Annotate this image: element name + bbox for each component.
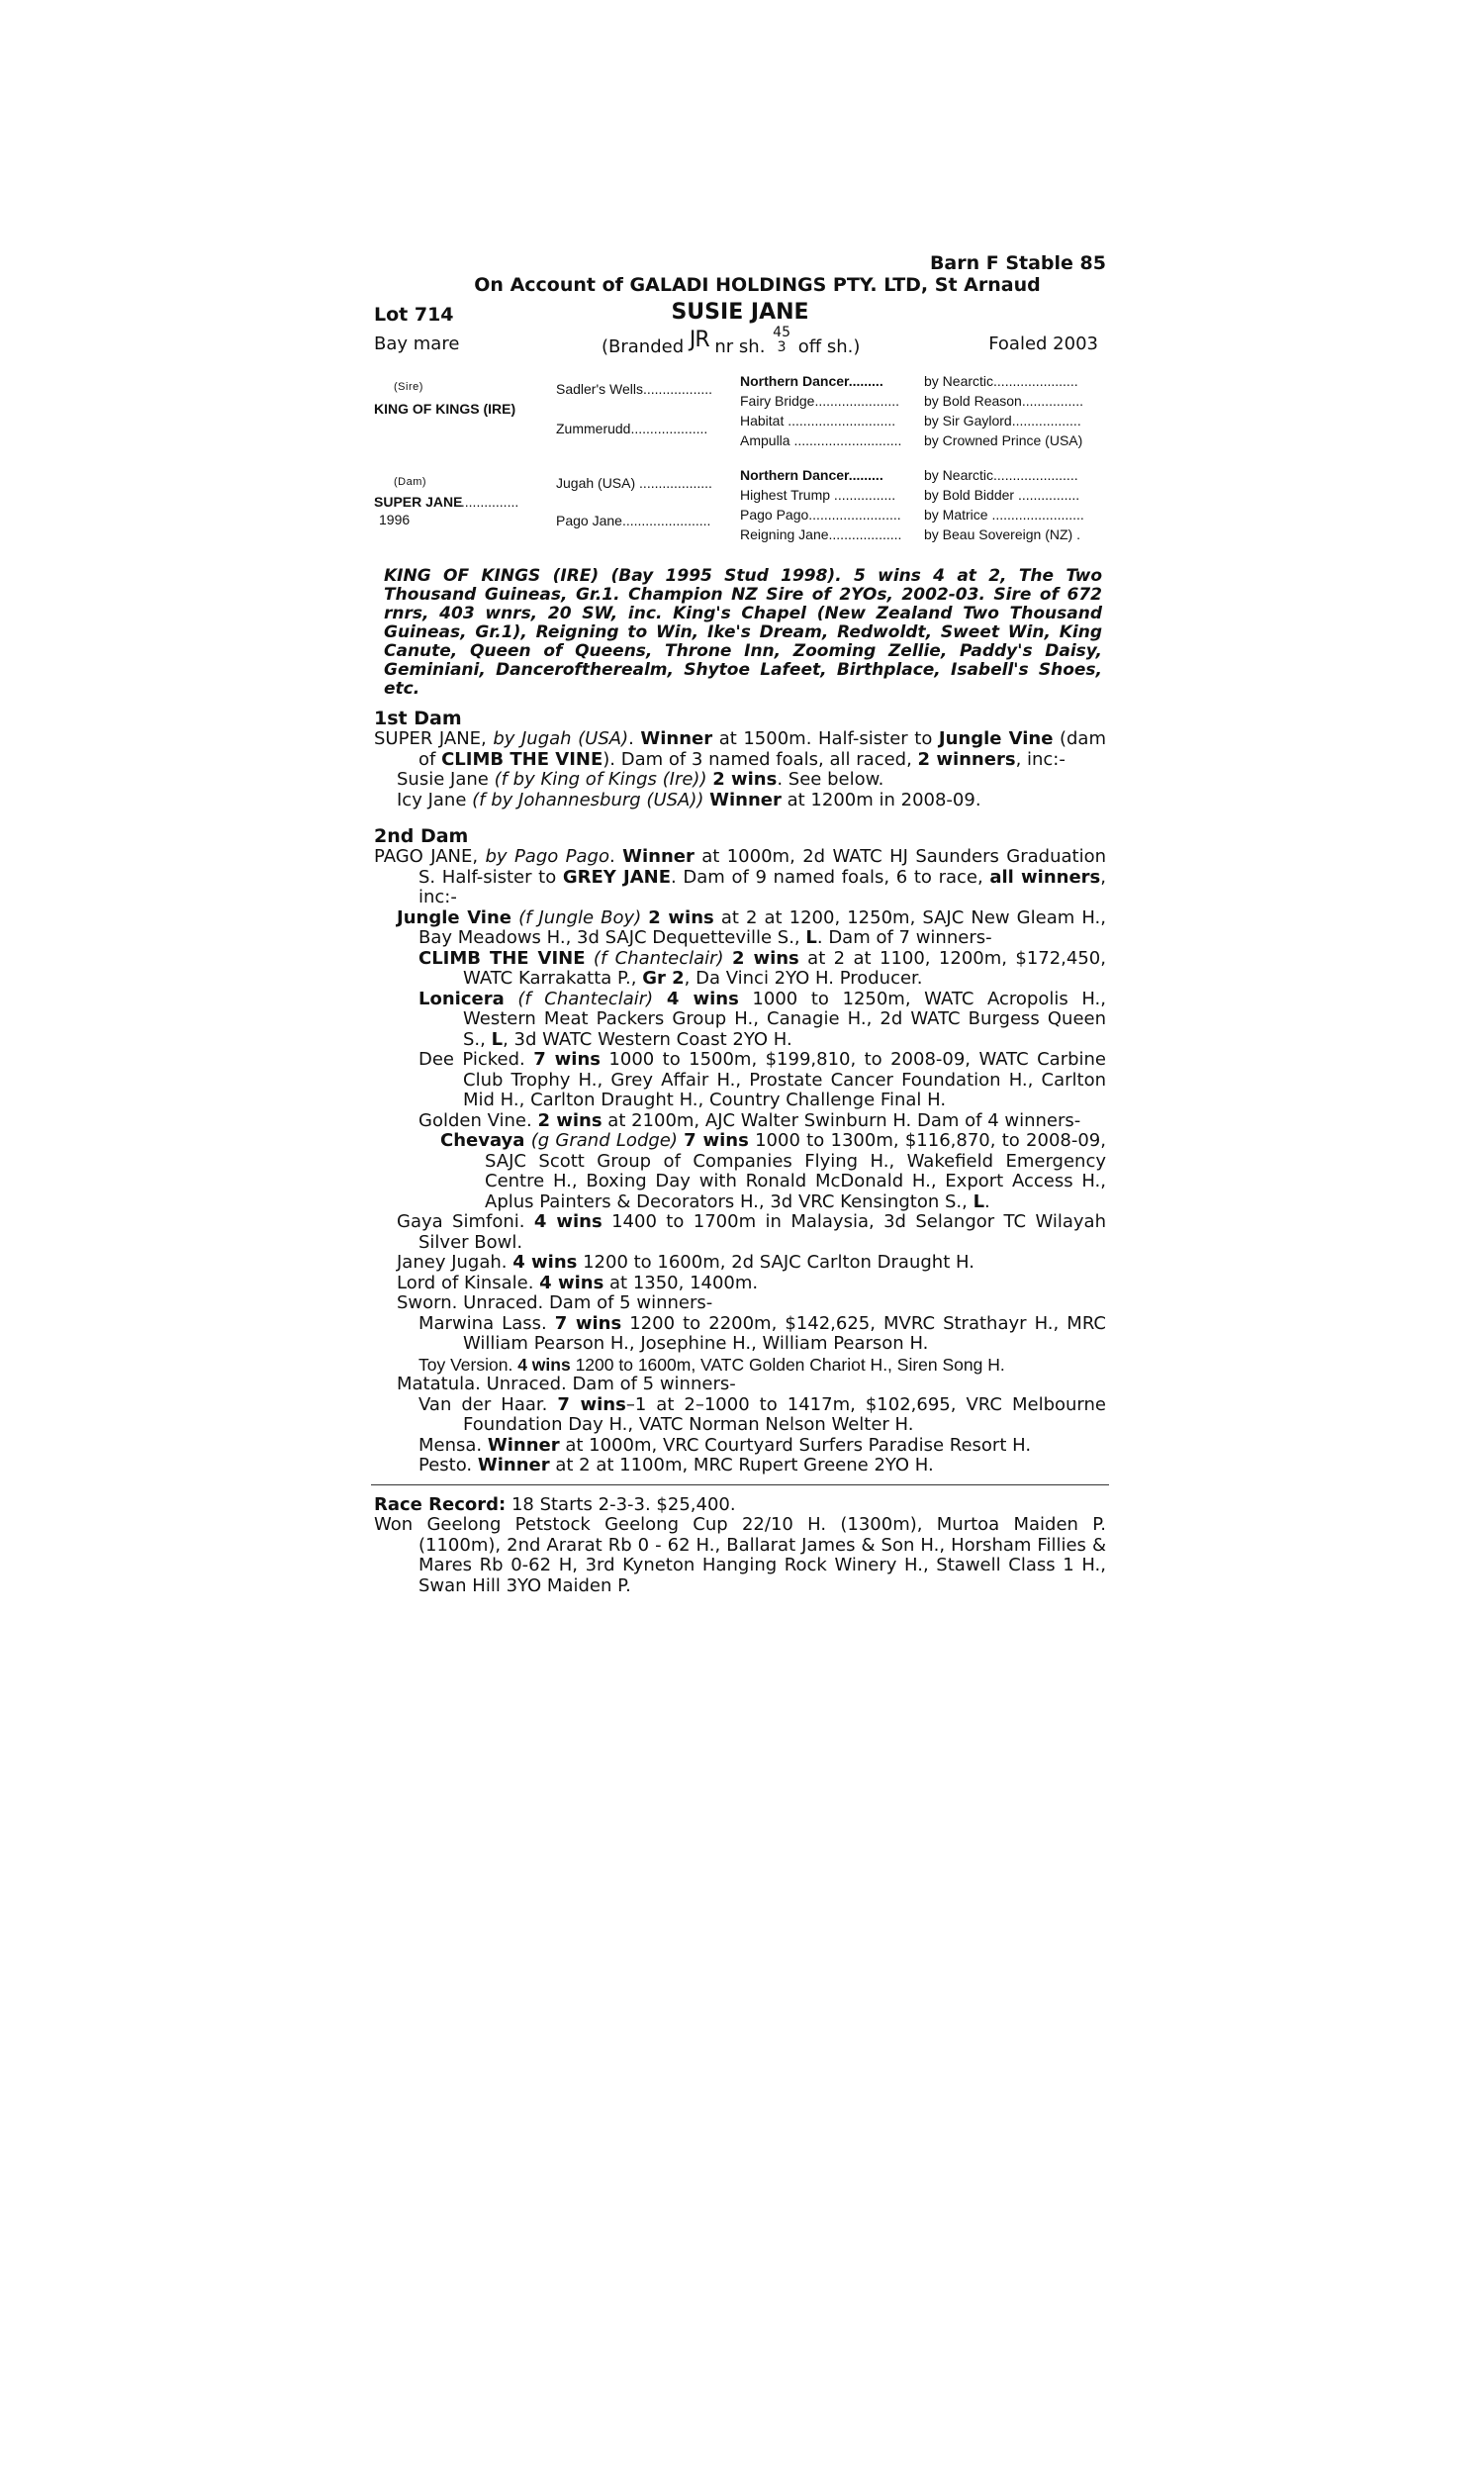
second-dam-entry-text: by Pago Pago [485, 846, 609, 867]
second-dam-entry-text [653, 989, 667, 1009]
gg-sire-5: by Nearctic...................... [924, 467, 1078, 483]
second-dam-entry-text: PAGO JANE, [374, 846, 486, 867]
second-dam-entry [374, 1436, 1106, 1457]
grandsire-paternal: Sadler's Wells.................. [556, 381, 713, 397]
grandsire-maternal: Jugah (USA) ................... [556, 475, 712, 491]
second-dam-entry-text: Golden Vine. [418, 1109, 538, 1131]
second-dam-entry [374, 1314, 1106, 1355]
second-dam-entry-text: Sworn. Unraced. Dam of 5 winners- [397, 1292, 713, 1313]
first-dam-title: 1st Dam [374, 708, 462, 729]
second-dam-entry-text: Marwina Lass. [418, 1312, 555, 1334]
brand-mark: JR [689, 328, 709, 352]
dam-dots: ................ [457, 494, 519, 510]
gg-sire-4: by Crowned Prince (USA) [924, 432, 1083, 448]
second-dam-entry-text: , Da Vinci 2YO H. Producer. [684, 968, 923, 989]
first-dam-entry-text: Icy Jane [397, 789, 473, 810]
foaled-year: Foaled 2003 [988, 333, 1098, 354]
first-dam-entry-text: (f by King of Kings (Ire)) [494, 769, 707, 790]
second-dam-entry-text: Gr 2 [642, 968, 685, 989]
second-dam-entry-text: 4 wins [539, 1272, 604, 1293]
first-dam-entry-text: by Jugah (USA) [493, 728, 629, 749]
first-dam-entry-text: Jungle Vine [938, 728, 1054, 749]
second-dam-entry [374, 1293, 1106, 1314]
second-dam-entry-text: 2 wins [648, 906, 714, 928]
second-dam-entry-text: Jungle Vine [397, 906, 512, 928]
second-dam-entry-text: . Dam of 7 winners- [816, 927, 992, 948]
second-dam-entry [374, 1456, 1106, 1476]
sire-label: (Sire) [394, 381, 423, 393]
second-dam-entry-text [724, 948, 732, 969]
first-dam-entry [374, 791, 1106, 811]
second-dam-entry-text: 7 wins [554, 1312, 622, 1334]
second-dam-entry-text: , 3d WATC Western Coast 2YO H. [503, 1028, 792, 1050]
second-dam-entry [374, 949, 1106, 990]
second-dam-entry [374, 1274, 1106, 1294]
second-dam-entry-text: 4 wins [533, 1211, 603, 1232]
second-dam-entry-text: (g Grand Lodge) [530, 1130, 678, 1151]
second-dam-entry-text: Toy Version. [418, 1354, 518, 1375]
first-dam-entry-text: Winner [709, 789, 782, 810]
second-dam-entry-text [505, 989, 518, 1009]
second-dam-entry-text: 4 wins [517, 1354, 571, 1375]
brand-number [773, 326, 790, 355]
second-dam-entry-text: . Dam of 9 named foals, 6 to race, [671, 866, 990, 888]
second-dam-entry-text: Chevaya [440, 1130, 525, 1151]
second-dam-entry-text: 7 wins [533, 1049, 602, 1070]
second-dam-entry-text: 1000 to 1250m, WATC Acropolis H., Western Meat Packers Group H., Canagie H., 2d WATC Burgess Queen S., [463, 988, 1106, 1050]
second-dam-entry-text: . [608, 846, 623, 867]
gg-sire-1: by Nearctic...................... [924, 373, 1078, 389]
horse-name: SUSIE JANE [671, 300, 809, 325]
second-dam-entry-text: Gaya Simfoni. [397, 1211, 534, 1232]
second-dam-entry-text: . [984, 1190, 990, 1212]
first-dam-entry-text: . [628, 728, 641, 749]
second-dam-entry [374, 1131, 1106, 1212]
section-divider [371, 1484, 1109, 1485]
second-dam-entry-text: 2 wins [731, 947, 799, 969]
brand-number-top: 45 [773, 325, 790, 340]
second-dam-entry-text: 4 wins [666, 988, 739, 1009]
gg-5: Northern Dancer......... [740, 467, 883, 483]
gg-sire-8: by Beau Sovereign (NZ) . [924, 526, 1080, 542]
second-dam-entry-text [586, 948, 594, 969]
race-record-label: Race Record: [374, 1493, 507, 1515]
brand-mid: nr sh. [714, 336, 766, 357]
sire-summary: KING OF KINGS (IRE) (Bay 1995 Stud 1998). 5 wins 4 at 2, The Two Thousand Guineas, Gr.1. Champion NZ Sire of 2YOs, 2002-03. Sire of 672 rnrs, 403 wnrs, 20 SW, inc. King's Chapel (New Zealand Two Thousand Guineas, Gr.1), Reigning to Win, Ike's Dream, Redwoldt, Sweet Win, King Canute, Queen of Queens, Throne Inn, Zooming Zellie, Paddy's Daisy, Geminiani, Danceroftherealm, Shytoe Lafeet, Birthplace, Isabell's Shoes, etc. [384, 566, 1102, 699]
first-dam-entry-text: 2 wins [712, 769, 778, 790]
second-dam-entry [374, 1355, 1106, 1376]
second-dam-entry [374, 990, 1106, 1051]
second-dam-entry-text: (f Chanteclair) [593, 947, 724, 969]
brand-info [602, 325, 861, 358]
second-dam-entry [374, 1050, 1106, 1111]
first-dam-entry-text: at 1500m. Half-sister to [712, 728, 939, 749]
second-dam-entry-text: (f Jungle Boy) [518, 906, 642, 928]
second-dam-entry-text: 4 wins [512, 1252, 578, 1273]
second-dam-entry-text: Lonicera [418, 988, 505, 1009]
second-dam-entry-text: 2 wins [537, 1109, 603, 1131]
gg-1: Northern Dancer......... [740, 373, 883, 389]
race-record-summary [374, 1495, 1106, 1516]
second-dam-entry [374, 908, 1106, 949]
second-dam-entry-text: at 1350, 1400m. [603, 1272, 759, 1293]
brand-number-bottom: 3 [777, 339, 787, 355]
gg-6: Highest Trump ................ [740, 487, 896, 503]
second-dam-entry [374, 1212, 1106, 1253]
second-dam-entry-text: Winner [622, 846, 695, 867]
second-dam-entry-text: Pesto. [418, 1455, 478, 1475]
second-dam-entry-text: Matatula. Unraced. Dam of 5 winners- [397, 1374, 736, 1394]
dam-label: (Dam) [394, 476, 427, 488]
second-dam-entry-text: Dee Picked. [418, 1049, 534, 1070]
gg-sire-6: by Bold Bidder ................ [924, 487, 1080, 503]
second-dam-entry-text: at 2 at 1100m, MRC Rupert Greene 2YO H. [549, 1455, 934, 1475]
gg-sire-3: by Sir Gaylord.................. [924, 413, 1081, 428]
second-dam-entry-text: Mensa. [418, 1434, 488, 1456]
second-dam-entry [374, 1111, 1106, 1132]
second-dam-entry-text: L [805, 927, 817, 948]
first-dam-entry-text: (f by Johannesburg (USA)) [472, 789, 704, 810]
first-dam-entries [374, 729, 1106, 810]
second-dam-entry-text: –1 at 2–1000 to 1417m, $102,695, VRC Melbourne Foundation Day H., VATC Norman Nelson Welter H. [463, 1393, 1106, 1435]
second-dam-entry [374, 1375, 1106, 1395]
dam-year: 1996 [379, 512, 411, 527]
barn-stable: Barn F Stable 85 [929, 252, 1106, 274]
vendor-account: On Account of GALADI HOLDINGS PTY. LTD, St Arnaud [474, 274, 1041, 296]
first-dam-entry [374, 729, 1106, 770]
second-dam-entry-text: CLIMB THE VINE [418, 947, 586, 969]
second-dam-entry [374, 1253, 1106, 1274]
pedigree-table [374, 371, 1106, 559]
second-dam-entry-text: at 1000m, 2d WATC HJ Saunders Graduation S. Half-sister to [418, 846, 1106, 888]
second-dam-entry-text: at 2 at 1200, 1250m, SAJC New Gleam H., Bay Meadows H., 3d SAJC Dequetteville S., [418, 906, 1106, 948]
second-dam-title: 2nd Dam [374, 825, 469, 847]
race-record-details: Won Geelong Petstock Geelong Cup 22/10 H. (1300m), Murtoa Maiden P. (1100m), 2nd Ararat Rb 0 - 62 H., Ballarat James & Son H., Horsham Fillies & Mares Rb 0-62 H, 3rd Kyneton Hanging Rock Winery H., Stawell Class 1 H., Swan Hill 3YO Maiden P. [374, 1514, 1106, 1596]
second-dam-entry-text: Van der Haar. [418, 1393, 558, 1415]
lot-number: Lot 714 [374, 304, 454, 326]
second-dam-entry-text: at 1000m, VRC Courtyard Surfers Paradise Resort H. [559, 1434, 1032, 1456]
second-dam-entry-text: Winner [477, 1455, 550, 1475]
first-dam-entry-text: CLIMB THE VINE [441, 748, 603, 770]
second-dam-entry-text: 7 wins [684, 1130, 749, 1151]
horse-description: Bay mare [374, 333, 460, 354]
second-dam-entry-text: Winner [487, 1434, 560, 1456]
second-dam-entry-text: at 2 at 1100, 1200m, $172,450, WATC Karrakatta P., [463, 947, 1106, 989]
second-dam-entry-text: Janey Jugah. [397, 1252, 513, 1273]
second-dam-entry-text: 7 wins [557, 1393, 626, 1415]
gg-sire-7: by Matrice ........................ [924, 507, 1084, 523]
second-dam-section [374, 826, 1106, 1476]
description-row [374, 325, 1106, 361]
first-dam-entry-text: ). Dam of 3 named foals, all raced, [603, 748, 918, 770]
second-dam-entry-text: 1200 to 1600m, 2d SAJC Carlton Draught H. [577, 1252, 974, 1273]
second-dam-entry [374, 847, 1106, 908]
second-dam-entry-text: all winners [989, 866, 1101, 888]
granddam-maternal: Pago Jane....................... [556, 513, 711, 528]
lot-row [374, 300, 1106, 328]
first-dam-entry-text: (dam of [418, 728, 1106, 770]
brand-prefix: (Branded [602, 336, 685, 357]
second-dam-entry-text: 1000 to 1500m, $199,810, to 2008-09, WATC Carbine Club Trophy H., Grey Affair H., Prostate Cancer Foundation H., Carlton Mid H., Carlton Draught H., Country Challenge Final H. [463, 1049, 1106, 1110]
second-dam-entry [374, 1395, 1106, 1436]
catalogue-page [374, 252, 1106, 1596]
dam-name: SUPER JANE [374, 494, 463, 510]
second-dam-entry-text: Lord of Kinsale. [397, 1272, 540, 1293]
first-dam-entry-text: . See below. [777, 769, 884, 790]
second-dam-entry-text: 1000 to 1300m, $116,870, to 2008-09, SAJC Scott Group of Companies Flying H., Wakefield Emergency Centre H., Boxing Day with Ronald McDonald H., Export Access H., Aplus Painters & Decorators H., 3d VRC Kensington S., [485, 1130, 1106, 1212]
second-dam-entry-text: L [491, 1028, 504, 1050]
first-dam-entry-text: 2 winners [917, 748, 1016, 770]
first-dam-section [374, 709, 1106, 810]
second-dam-entry-text: L [973, 1190, 985, 1212]
gg-sire-2: by Bold Reason................ [924, 393, 1084, 409]
second-dam-entry-text: at 2100m, AJC Walter Swinburn H. Dam of 4 winners- [602, 1109, 1081, 1131]
first-dam-entry [374, 770, 1106, 791]
gg-8: Reigning Jane................... [740, 526, 902, 542]
gg-3: Habitat ............................ [740, 413, 896, 428]
first-dam-entry-text: at 1200m in 2008-09. [781, 789, 981, 810]
second-dam-entry-text: (f Chanteclair) [517, 988, 654, 1009]
sire-name: KING OF KINGS (IRE) [374, 401, 516, 417]
second-dam-entry-text: 1200 to 1600m, VATC Golden Chariot H., Siren Song H. [570, 1354, 1005, 1375]
second-dam-entry-text: 1400 to 1700m in Malaysia, 3d Selangor TC Wilayah Silver Bowl. [418, 1211, 1106, 1253]
gg-4: Ampulla ............................ [740, 432, 902, 448]
gg-7: Pago Pago........................ [740, 507, 901, 523]
second-dam-entries [374, 847, 1106, 1476]
brand-suffix: off sh.) [797, 336, 861, 357]
race-record-section [374, 1495, 1106, 1597]
gg-2: Fairy Bridge...................... [740, 393, 900, 409]
first-dam-entry-text: Winner [640, 728, 713, 749]
granddam-paternal: Zummerudd.................... [556, 421, 708, 436]
second-dam-entry-text: GREY JANE [562, 866, 672, 888]
second-dam-entry-text: 1200 to 2200m, $142,625, MVRC Strathayr H., MRC William Pearson H., Josephine H., William Pearson H. [463, 1312, 1107, 1354]
first-dam-entry-text: SUPER JANE, [374, 728, 494, 749]
first-dam-entry-text: Susie Jane [397, 769, 495, 790]
first-dam-entry-text: , inc:- [1015, 748, 1066, 770]
race-record-stats: 18 Starts 2-3-3. $25,400. [506, 1493, 736, 1515]
second-dam-entry-text: , inc:- [418, 866, 1106, 907]
